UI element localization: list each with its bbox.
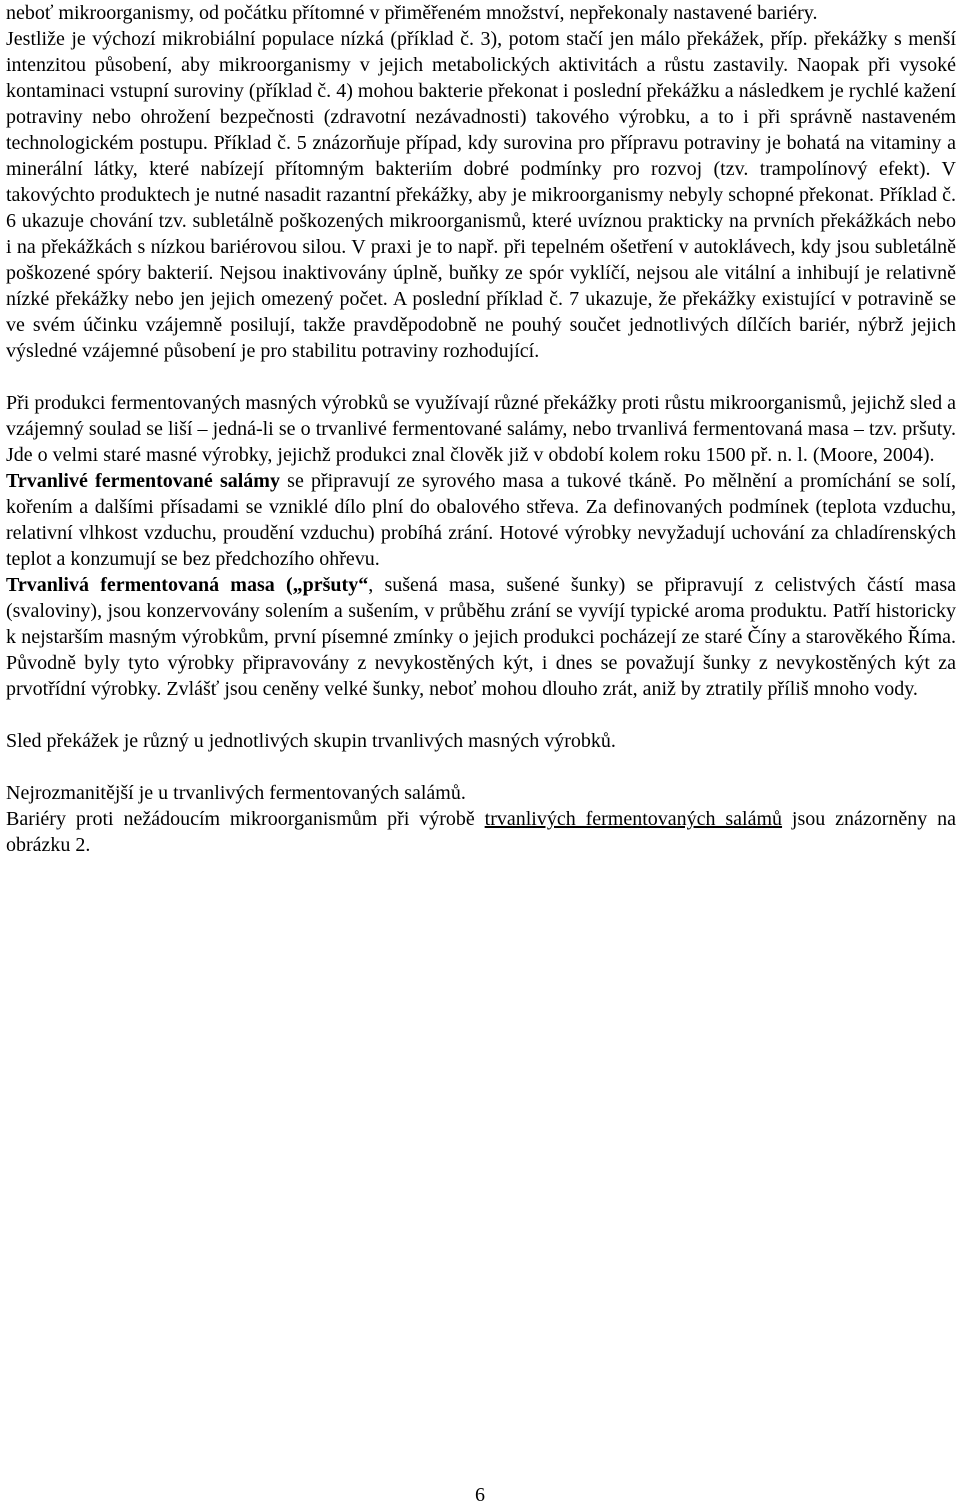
figure-reference-end: jsou znázorněny na obrázku 2. <box>6 808 956 856</box>
document-page <box>6 0 956 1509</box>
paragraph-continuation: neboť mikroorganismy, od počátku přítomné v přiměřeném množství, nepřekonaly nastavené bariéry. <box>6 2 818 24</box>
paragraph-gap <box>6 702 956 728</box>
paragraph-salami <box>6 468 956 572</box>
paragraph-fermented-products: Při produkci fermentovaných masných výrobků se využívají různé překážky proti růstu mikroorganismů, jejichž sled a vzájemný soulad se liší – jedná-li se o trvanlivé fermentované salámy, nebo trvanlivá fermentovaná masa – tzv. pršuty. Jde o velmi staré masné výrobky, jejichž produkci znal člověk již v období kolem roku 1500 př. n. l. (Moore, 2004). <box>6 392 956 466</box>
page-number: 6 <box>475 1484 485 1506</box>
prosciutto-description: , sušená masa, sušené šunky) se připravují z celistvých částí masa (svaloviny), jsou konzervovány solením a sušením, v průběhu zrání se vyvíjí typické aroma produktu. Patří historicky k nejstarším masným výrobkům, první písemné zmínky o jejich produkci pocházejí ze staré Číny a starověkého Říma. Původně byly tyto výrobky připravovány z nevykostěných kýt, i dnes se považují šunky z nevykostěných kýt za prvotřídní výrobky. Zvlášť jsou ceněny velké šunky, neboť mohou dlouho zrát, aniž by ztratily příliš mnoho vody. <box>6 574 956 700</box>
term-salami: Trvanlivé fermentované salámy <box>6 470 280 492</box>
paragraph-barrier-examples: Jestliže je výchozí mikrobiální populace nízká (příklad č. 3), potom stačí jen málo překážek, příp. překážky s menší intenzitou působení, aby mikroorganismy v jejich metabolických aktivitách a růstu zastavily. Naopak při vysoké kontaminaci vstupní suroviny (příklad č. 4) mohou bakterie překonat i poslední překážku a následkem je rychlé kažení potraviny nebo ohrožení bezpečnosti (zdravotní nezávadnosti) takového výrobku, a to i při správně nastaveném technologickém postupu. Příklad č. 5 znázorňuje případ, kdy surovina pro přípravu potraviny je bohatá na vitaminy a minerální látky, které nabízejí přítomným bakteriím dobré podmínky pro rozvoj (tzv. trampolínový efekt). V takovýchto produktech je nutné nasadit razantní překážky, aby je mikroorganismy nebyly schopné překonat. Příklad č. 6 ukazuje chování tzv. subletálně poškozených mikroorganismů, které uvíznou prakticky na prvních překážkách nebo i na překážkách s nízkou bariérovou silou. V praxi je to např. při tepelném ošetření v autoklávech, kdy jsou subletálně poškozené spóry bakterií. Nejsou inaktivovány úplně, buňky ze spór vyklíčí, nejsou ale vitální a inhibují je relativně nízké překážky nebo jen jejich omezený počet. A poslední příklad č. 7 ukazuje, že překážky existující v potravině se ve svém účinku vzájemně posilují, takže pravděpodobně ne pouhý součet jednotlivých dílčích bariér, nýbrž jejich výsledné vzájemné působení je pro stabilitu potraviny rozhodující. <box>6 28 956 362</box>
paragraph-gap <box>6 754 956 780</box>
paragraph-figure-reference <box>6 806 956 858</box>
paragraph-gap <box>6 364 956 390</box>
paragraph-barrier-sequence: Sled překážek je různý u jednotlivých skupin trvanlivých masných výrobků. <box>6 730 616 752</box>
figure-reference-start: Bariéry proti nežádoucím mikroorganismům při výrobě <box>6 808 485 830</box>
paragraph-prosciutto <box>6 572 956 702</box>
term-prosciutto: Trvanlivá fermentovaná masa („pršuty“ <box>6 574 369 596</box>
salami-description: se připravují ze syrového masa a tukové tkáně. Po mělnění a promíchání se solí, kořením a dalšími přísadami se vzniklé dílo plní do obalového střeva. Za definovaných podmínek (teplota vzduchu, relativní vlhkost vzduchu, proudění vzduchu) probíhá zrání. Hotové výrobky nevyžadují uchování za chladírenských teplot a konzumují se bez předchozího ohřevu. <box>6 470 956 570</box>
paragraph-most-diverse: Nejrozmanitější je u trvanlivých fermentovaných salámů. <box>6 782 466 804</box>
underlined-link-salami[interactable]: trvanlivých fermentovaných salámů <box>484 808 783 830</box>
